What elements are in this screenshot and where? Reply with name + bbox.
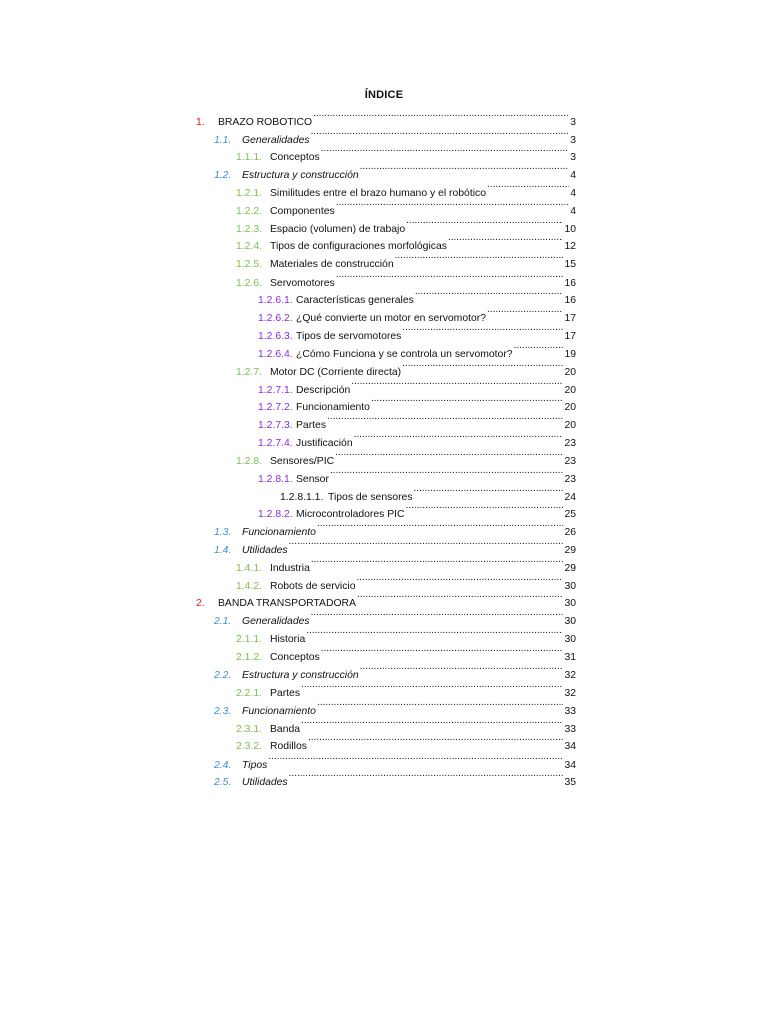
toc-entry-title: ¿Cómo Funciona y se controla un servomotor? (296, 349, 513, 360)
toc-entry[interactable] (258, 377, 576, 396)
toc-entry-page: 23 (564, 474, 576, 485)
dot-leader (311, 608, 564, 624)
dot-leader (371, 394, 564, 410)
toc-entry-page: 3 (570, 152, 576, 163)
toc-entry-page: 16 (564, 278, 576, 289)
toc-entry[interactable] (258, 412, 576, 431)
toc-entry-number: 1.4.1. (236, 563, 262, 574)
toc-entry[interactable] (236, 144, 576, 163)
toc-entry[interactable] (258, 394, 576, 413)
dot-leader (301, 716, 563, 732)
toc-entry-title: Funcionamiento (242, 706, 316, 717)
toc-entry-number: 2.1. (214, 616, 232, 627)
toc-entry-title: Conceptos (270, 652, 320, 663)
toc-entry-title: Tipos de servomotores (296, 331, 402, 342)
toc-entry-number: 1.4.2. (236, 581, 262, 592)
toc-entry[interactable] (258, 305, 576, 324)
dot-leader (487, 305, 563, 321)
toc-entry[interactable] (196, 590, 576, 609)
toc-entry-title: Similitudes entre el brazo humano y el robótico (270, 188, 487, 199)
toc-entry-number: 2.3. (214, 706, 232, 717)
dot-leader (311, 555, 564, 571)
toc-entry-number: 1.3. (214, 527, 232, 538)
toc-entry-number: 1.2. (214, 170, 232, 181)
toc-entry-title: Tipos de configuraciones morfológicas (270, 241, 447, 252)
toc-entry[interactable] (214, 608, 576, 627)
toc-entry-number: 1.2.8.2. (258, 509, 293, 520)
toc-entry[interactable] (214, 162, 576, 181)
toc-entry-title: Partes (270, 688, 301, 699)
toc-entry-page: 34 (564, 760, 576, 771)
toc-entry-title: Motor DC (Corriente directa) (270, 367, 402, 378)
toc-entry-title: Utilidades (242, 545, 288, 556)
toc-entry-page: 33 (564, 724, 576, 735)
toc-entry-page: 35 (564, 777, 576, 788)
toc-entry-number: 1.1. (214, 135, 232, 146)
toc-entry-number: 1.2.8. (236, 456, 262, 467)
dot-leader (395, 251, 564, 267)
dot-leader (317, 698, 564, 714)
toc-entry-title: Estructura y construcción (242, 170, 359, 181)
dot-leader (335, 448, 563, 464)
toc-entry-title: Industria (270, 563, 310, 574)
toc-entry[interactable] (236, 198, 576, 217)
toc-entry[interactable] (280, 484, 576, 503)
toc-entry-page: 12 (564, 241, 576, 252)
toc-entry[interactable] (236, 216, 576, 235)
dot-leader (402, 323, 563, 339)
toc-entry-page: 33 (564, 706, 576, 717)
toc-entry-page: 29 (564, 563, 576, 574)
toc-entry-page: 30 (564, 616, 576, 627)
dot-leader (414, 484, 564, 500)
dot-leader (336, 270, 564, 286)
toc-entry-title: Partes (296, 420, 327, 431)
toc-entry-page: 3 (570, 135, 576, 146)
toc-entry-number: 1.2.6.3. (258, 331, 293, 342)
toc-entry-title: Rodillos (270, 741, 307, 752)
toc-entry-number: 1.1.1. (236, 152, 262, 163)
toc-entry-number: 1.2.7.2. (258, 402, 293, 413)
toc-entry-number: 2.3.1. (236, 724, 262, 735)
toc-entry-page: 29 (564, 545, 576, 556)
toc-entry-page: 16 (564, 295, 576, 306)
toc-entry-number: 1.2.6.4. (258, 349, 293, 360)
dot-leader (327, 412, 563, 428)
toc-entry-page: 4 (570, 206, 576, 217)
toc-entry-number: 1.2.7.3. (258, 420, 293, 431)
toc-entry-number: 1.2.6.2. (258, 313, 293, 324)
dot-leader (289, 537, 564, 553)
toc-entry-title: Microcontroladores PIC (296, 509, 405, 520)
toc-entry-title: Tipos (242, 760, 268, 771)
toc-entry-title: BRAZO ROBOTICO (218, 117, 313, 128)
toc-entry[interactable] (236, 644, 576, 663)
dot-leader (321, 644, 564, 660)
dot-leader (308, 733, 563, 749)
dot-leader (330, 466, 564, 482)
toc-entry-page: 25 (564, 509, 576, 520)
toc-entry-title: Generalidades (242, 616, 310, 627)
toc-entry-title: Justificación (296, 438, 353, 449)
toc-entry-title: Espacio (volumen) de trabajo (270, 224, 406, 235)
toc-entry-page: 17 (564, 331, 576, 342)
dot-leader (360, 162, 570, 178)
toc-entry[interactable] (196, 109, 576, 128)
toc-entry-title: Componentes (270, 206, 335, 217)
toc-entry[interactable] (236, 716, 576, 735)
toc-entry-title: BANDA TRANSPORTADORA (218, 598, 356, 609)
toc-entry-title: Funcionamiento (242, 527, 316, 538)
dot-leader (289, 769, 564, 785)
toc-entry-number: 1.2.3. (236, 224, 262, 235)
toc-entry-page: 4 (570, 170, 576, 181)
toc-entry-title: Características generales (296, 295, 414, 306)
toc-entry[interactable] (236, 626, 576, 645)
toc-entry[interactable] (214, 698, 576, 717)
dot-leader (357, 590, 563, 606)
dot-leader (360, 662, 564, 678)
toc-entry-page: 23 (564, 456, 576, 467)
toc-entry-title: Historia (270, 634, 306, 645)
toc-entry[interactable] (214, 127, 576, 146)
toc-entry[interactable] (236, 233, 576, 252)
dot-leader (311, 127, 570, 143)
dot-leader (354, 430, 564, 446)
toc-entry-page: 30 (564, 634, 576, 645)
toc-entry-number: 2.1.1. (236, 634, 262, 645)
toc-entry-number: 2. (196, 598, 205, 609)
toc-entry-page: 15 (564, 259, 576, 270)
toc-entry-page: 24 (564, 492, 576, 503)
toc-entry[interactable] (236, 573, 576, 592)
dot-leader (487, 180, 569, 196)
toc-entry-title: Descripción (296, 385, 351, 396)
toc-entry-title: Generalidades (242, 135, 310, 146)
toc-entry[interactable] (258, 341, 576, 360)
toc-entry[interactable] (236, 359, 576, 378)
toc-entry[interactable] (214, 519, 576, 538)
dot-leader (415, 287, 564, 303)
dot-leader (514, 341, 564, 357)
toc-entry-page: 17 (564, 313, 576, 324)
toc-entry-page: 30 (564, 598, 576, 609)
toc-entry-title: Conceptos (270, 152, 320, 163)
toc-entry-page: 3 (570, 117, 576, 128)
toc-entry[interactable] (236, 555, 576, 574)
dot-leader (313, 109, 569, 125)
toc-entry-title: Sensores/PIC (270, 456, 335, 467)
toc-entry-number: 1.2.6. (236, 278, 262, 289)
toc-entry[interactable] (236, 251, 576, 270)
toc-entry-number: 1.2.7.1. (258, 385, 293, 396)
toc-entry-title: Funcionamiento (296, 402, 370, 413)
toc-entry-page: 20 (564, 385, 576, 396)
toc-entry-number: 2.3.2. (236, 741, 262, 752)
toc-entry-page: 20 (564, 420, 576, 431)
toc-entry-title: Servomotores (270, 278, 335, 289)
toc-entry-page: 19 (564, 349, 576, 360)
toc-entry[interactable] (258, 430, 576, 449)
toc-entry-title: Sensor (296, 474, 329, 485)
dot-leader (402, 359, 563, 375)
toc-entry[interactable] (214, 662, 576, 681)
toc-entry-page: 32 (564, 670, 576, 681)
toc-entry[interactable] (236, 680, 576, 699)
toc-entry[interactable] (236, 448, 576, 467)
toc-entry-page: 26 (564, 527, 576, 538)
toc-entry-page: 30 (564, 581, 576, 592)
dot-leader (356, 573, 563, 589)
toc-entry-number: 1.2.6.1. (258, 295, 293, 306)
dot-leader (406, 216, 563, 232)
dot-leader (321, 144, 570, 160)
toc-entry-number: 2.1.2. (236, 652, 262, 663)
dot-leader (351, 377, 563, 393)
dot-leader (306, 626, 563, 642)
toc-entry[interactable] (258, 323, 576, 342)
page-title: ÍNDICE (364, 89, 404, 101)
dot-leader (448, 233, 564, 249)
toc-entry[interactable] (236, 180, 576, 199)
dot-leader (317, 519, 564, 535)
toc-entry-page: 23 (564, 438, 576, 449)
toc-entry-title: Banda (270, 724, 301, 735)
toc-entry-page: 4 (570, 188, 576, 199)
dot-leader (406, 501, 564, 517)
toc-entry-number: 1.2.1. (236, 188, 262, 199)
toc-entry-number: 2.2.1. (236, 688, 262, 699)
toc-entry[interactable] (214, 769, 576, 788)
dot-leader (336, 198, 570, 214)
toc-entry-title: Robots de servicio (270, 581, 356, 592)
toc-entry-number: 1.2.5. (236, 259, 262, 270)
toc-entry-number: 2.5. (214, 777, 232, 788)
toc-entry-title: Materiales de construcción (270, 259, 394, 270)
toc-entry-number: 2.4. (214, 760, 232, 771)
toc-entry-title: Tipos de sensores (328, 492, 413, 503)
toc-entry-page: 34 (564, 741, 576, 752)
toc-entry-page: 20 (564, 402, 576, 413)
toc-entry-page: 20 (564, 367, 576, 378)
toc-entry-number: 1.2.7. (236, 367, 262, 378)
toc-entry-page: 10 (564, 224, 576, 235)
dot-leader (268, 752, 563, 768)
toc-entry-number: 1.2.4. (236, 241, 262, 252)
toc-entry[interactable] (258, 466, 576, 485)
toc-entry-number: 2.2. (214, 670, 232, 681)
toc-entry-page: 32 (564, 688, 576, 699)
toc-entry[interactable] (214, 537, 576, 556)
dot-leader (301, 680, 563, 696)
toc-entry[interactable] (236, 270, 576, 289)
toc-entry-number: 1. (196, 117, 205, 128)
toc-entry-number: 1.2.8.1. (258, 474, 293, 485)
toc-entry-number: 1.4. (214, 545, 232, 556)
toc-entry[interactable] (258, 501, 576, 520)
toc-entry-number: 1.2.8.1.1. (280, 492, 324, 503)
toc-entry[interactable] (214, 752, 576, 771)
toc-entry-page: 31 (564, 652, 576, 663)
toc-entry-title: Utilidades (242, 777, 288, 788)
toc-entry-title: ¿Qué convierte un motor en servomotor? (296, 313, 487, 324)
toc-entry[interactable] (236, 733, 576, 752)
toc-entry[interactable] (258, 287, 576, 306)
toc-entry-title: Estructura y construcción (242, 670, 359, 681)
toc-entry-number: 1.2.2. (236, 206, 262, 217)
toc-entry-number: 1.2.7.4. (258, 438, 293, 449)
